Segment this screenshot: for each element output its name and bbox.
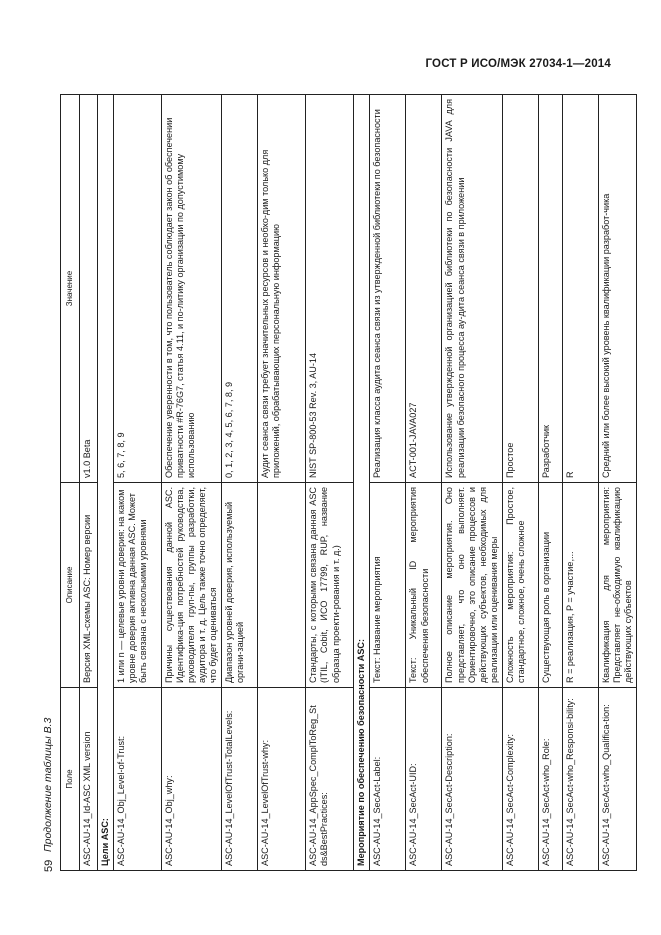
table-row bbox=[258, 95, 306, 871]
description-cell: Текст: Название мероприятия bbox=[370, 483, 406, 688]
value-cell: Простое bbox=[502, 95, 538, 483]
value-cell: Обеспечение уверенности в том, что пользователь соблюдает закон об обеспечении приватности #R-76G7, статья 4.11, и по-литику организации по допустимому использованию bbox=[161, 95, 221, 483]
section-label: Цели ASC: bbox=[97, 95, 113, 871]
table-row bbox=[406, 95, 442, 871]
standard-code: ГОСТ Р ИСО/МЭК 27034-1—2014 bbox=[425, 58, 611, 70]
field-cell: ASC-AU-14_LevelOfTrust-why: bbox=[258, 688, 306, 871]
field-cell: ASC-AU-14_Obj_why: bbox=[161, 688, 221, 871]
table-row bbox=[222, 95, 258, 871]
asc-definition-table bbox=[60, 94, 637, 871]
table-row bbox=[370, 95, 406, 871]
table-row bbox=[161, 95, 221, 871]
table-continuation-caption: Продолжение таблицы В.3 bbox=[42, 717, 54, 852]
table-row bbox=[562, 95, 598, 871]
value-cell: ACT-001-JAVA027 bbox=[406, 95, 442, 483]
rotated-table-container bbox=[60, 95, 634, 871]
section-row bbox=[97, 95, 113, 871]
description-cell: R = реализация, P = участие,... bbox=[562, 483, 598, 688]
field-cell: ASC-AU-14_SecAct-who_Responsi-bility: bbox=[562, 688, 598, 871]
field-cell: ASC-AU-14_SecAct-UID: bbox=[406, 688, 442, 871]
value-cell: Средний или более высокий уровень квалификации разработ-чика bbox=[598, 95, 636, 483]
field-cell: ASC-AU-14_SecAct-Description: bbox=[442, 688, 502, 871]
description-cell: Диапазон уровней доверия, используемый органи-зацией bbox=[222, 483, 258, 688]
field-cell: ASC-AU-14_SecAct-who_Role: bbox=[538, 688, 562, 871]
field-cell: ASC-AU-14_LevelOfTrust-TotalLevels: bbox=[222, 688, 258, 871]
section-label: Мероприятие по обеспечению безопасности ASC: bbox=[354, 95, 370, 871]
field-cell: ASC-AU-14_SecAct-who_Qualifica-tion: bbox=[598, 688, 636, 871]
value-cell: v1.0 Beta bbox=[79, 95, 97, 483]
description-cell: Сложность мероприятия: Простое, стандартное, сложное, очень сложное bbox=[502, 483, 538, 688]
column-header-value: Значение bbox=[61, 95, 80, 483]
column-header-description: Описание bbox=[61, 483, 80, 688]
section-row bbox=[354, 95, 370, 871]
description-cell: 1 или n — целевые уровни доверия: на каком уровне доверия активна данная ASC. Может быть связана с несколькими уровнями bbox=[113, 483, 161, 688]
column-header-field: Поле bbox=[61, 688, 80, 871]
value-cell: Разработчик bbox=[538, 95, 562, 483]
description-cell: Стандарты, с которыми связана данная ASC (ITIL, Cobit, ИСО 17799, RUP, название образца проекти-рования и т. д.) bbox=[306, 483, 354, 688]
value-cell: NIST SP-800-53 Rev. 3, AU-14 bbox=[306, 95, 354, 483]
description-cell: Полное описание мероприятия. Оно представляет, что оно выполняет. Ориентировочно, это описание процессов и действующих субъектов, необходимых для реализации или оценивания меры bbox=[442, 483, 502, 688]
table-row bbox=[598, 95, 636, 871]
value-cell: R bbox=[562, 95, 598, 483]
table-row bbox=[79, 95, 97, 871]
table-header-row bbox=[61, 95, 80, 871]
page-number: 59 bbox=[43, 859, 55, 872]
value-cell: Реализация класса аудита сеанса связи из утвержденной библиотеки по безопасности bbox=[370, 95, 406, 483]
description-cell: Версия XML-схемы ASC: Номер версии bbox=[79, 483, 97, 688]
value-cell: Аудит сеанса связи требует значительных ресурсов и необхо-дим только для приложений, обрабатывающих персональную информацию bbox=[258, 95, 306, 483]
field-cell: ASC-AU-14_SecAct-Label: bbox=[370, 688, 406, 871]
table-row bbox=[306, 95, 354, 871]
table-row bbox=[502, 95, 538, 871]
table-row bbox=[442, 95, 502, 871]
description-cell: Квалификация для мероприятия: Представляет не-обходимую квалификацию действующих субъектов bbox=[598, 483, 636, 688]
value-cell: 5, 6, 7, 8, 9 bbox=[113, 95, 161, 483]
table-row bbox=[538, 95, 562, 871]
value-cell: 0, 1, 2, 3, 4, 5, 6, 7, 8, 9 bbox=[222, 95, 258, 483]
value-cell: Использование утвержденной организацией библиотеки по безопасности JAVA для реализации безопасного процесса ау-дита сеанса связи в приложении bbox=[442, 95, 502, 483]
field-cell: ASC-AU-14_Obj_Level-of-Trust: bbox=[113, 688, 161, 871]
description-cell: Причины существования данной ASC. Идентифика-ция потребностей руководства, руководителя груп-пы, группы разработки, аудитора и т. д. Цель также точно определяет, что будет оцениваться bbox=[161, 483, 221, 688]
description-cell: Текст: Уникальный ID мероприятия обеспечения безопасности bbox=[406, 483, 442, 688]
table-row bbox=[113, 95, 161, 871]
description-cell: Существующая роль в организации bbox=[538, 483, 562, 688]
field-cell: ASC-AU-14_AppSpec_ComplToReg_St ds&BestPractices: bbox=[306, 688, 354, 871]
description-cell bbox=[258, 483, 306, 688]
field-cell: ASC-AU-14_SecAct-Complexity: bbox=[502, 688, 538, 871]
field-cell: ASC-AU-14_Id-ASC XML version bbox=[79, 688, 97, 871]
